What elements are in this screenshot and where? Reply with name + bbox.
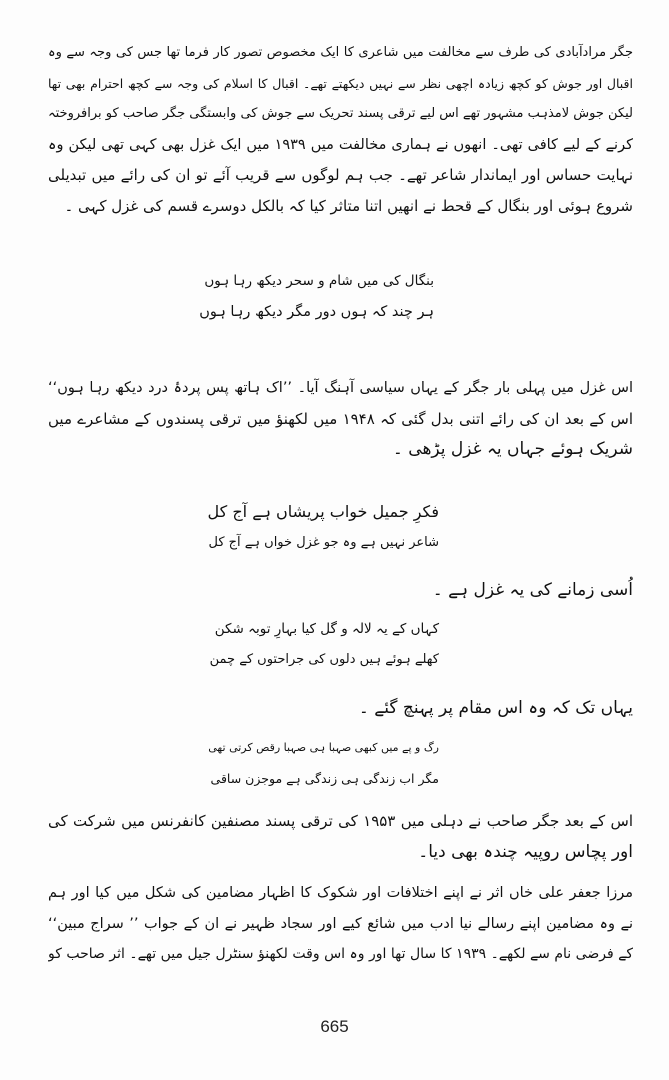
text-line: اُسی زمانے کی یہ غزل ہے ۔ <box>432 580 633 600</box>
verse-line: مگر اب زندگی ہی زندگی ہے موجزن ساقی <box>210 770 439 786</box>
verse-line: کہاں کے یہ لالہ و گل کیا بہارِ توبہ شکن <box>214 621 439 637</box>
verse-line: کھلے ہوئے ہیں دلوں کی جراحتوں کے چمن <box>209 651 439 667</box>
text-line: نے وہ مضامین اپنے رسالے نیا ادب میں شائع کیے اور سجاد ظہیر نے ان کے جواب ’’ سراج مبین‘‘ <box>48 915 633 932</box>
text-line: اور پچاس روپیہ چندہ بھی دیا۔ <box>418 841 633 862</box>
verse-couplet-1 <box>199 266 434 327</box>
text-line: اس کے بعد جگر صاحب نے دہلی میں ۱۹۵۳ کی ترقی پسند مصنفین کانفرنس میں شرکت کی <box>48 812 633 830</box>
verse-couplet-4 <box>209 733 439 794</box>
verse-couplet-2 <box>209 497 439 558</box>
text-line: مرزا جعفر علی خاں اثر نے اپنے اختلافات اور شکوک کا اظہار مضامین کی شکل میں کیا اور ہم <box>48 885 633 901</box>
text-line: یہاں تک کہ وہ اس مقام پر پہنچ گئے ۔ <box>358 698 633 718</box>
text-line: اس کے بعد ان کی رائے اتنی بدل گئی کہ ۱۹۴۸ میں لکھنؤ میں ترقی پسندوں کے مشاعرے میں <box>48 409 633 428</box>
verse-line: بنگال کی میں شام و سحر دیکھ رہا ہوں <box>204 273 434 289</box>
verse-couplet-3 <box>209 614 439 675</box>
verse-line: فکرِ جمیل خواب پریشاں ہے آج کل <box>207 502 439 521</box>
text-line: جگر مرادآبادی کی طرف سے مخالفت میں شاعری کا ایک مخصوص تصور کار فرما تھا جس کی وجہ سے وہ <box>48 45 633 60</box>
text-line: لیکن جوش لامذہب مشہور تھے اس لیے ترقی پسند تحریک سے جوش کی وابستگی جگر صاحب کو برافروختہ <box>48 106 633 121</box>
paragraph-1 <box>48 38 633 221</box>
paragraph-6 <box>48 878 633 970</box>
verse-line: شاعر نہیں ہے وہ جو غزل خواں ہے آج کل <box>208 534 439 550</box>
text-line: اس غزل میں پہلی بار جگر کے یہاں سیاسی آہنگ آیا۔ ’’اک ہاتھ پس پردۂ درد دیکھ رہا ہوں‘‘ <box>48 380 633 396</box>
verse-line: ہر چند کہ ہوں دور مگر دیکھ رہا ہوں <box>199 303 434 320</box>
page-number: 665 <box>320 1017 349 1036</box>
text-line: شروع ہوئی اور بنگال کے قحط نے انھیں اتنا متاثر کیا کہ بالکل دوسرے قسم کی غزل کہی ۔ <box>64 196 633 215</box>
verse-line: رگ و پے میں کبھی صہبا ہی صہبا رقص کرتی تھی <box>208 741 439 754</box>
paragraph-5 <box>48 806 633 867</box>
paragraph-4 <box>48 693 633 724</box>
text-line: کرنے کے لیے کافی تھی۔ انھوں نے ہماری مخالفت میں ۱۹۳۹ میں ایک غزل بھی کہی تھی لیکن وہ <box>48 136 633 153</box>
text-line: کے فرضی نام سے لکھے۔ ۱۹۳۹ کا سال تھا اور وہ اس وقت لکھنؤ سنٹرل جیل میں تھے۔ اثر صاحب کو <box>48 946 633 962</box>
text-line: نہایت حساس اور ایماندار شاعر تھے۔ جب ہم لوگوں سے قریب آئے تو ان کی رائے میں تبدیلی <box>48 166 633 184</box>
text-line: شریک ہوئے جہاں یہ غزل پڑھی ۔ <box>392 439 633 459</box>
text-line: اقبال اور جوش کو کچھ زیادہ اچھی نظر سے نہیں دیکھتے تھے۔ اقبال کا اسلام کی وجہ سے کچھ احترام بھی تھا <box>48 75 633 91</box>
paragraph-2 <box>48 373 633 465</box>
paragraph-3 <box>48 575 633 606</box>
